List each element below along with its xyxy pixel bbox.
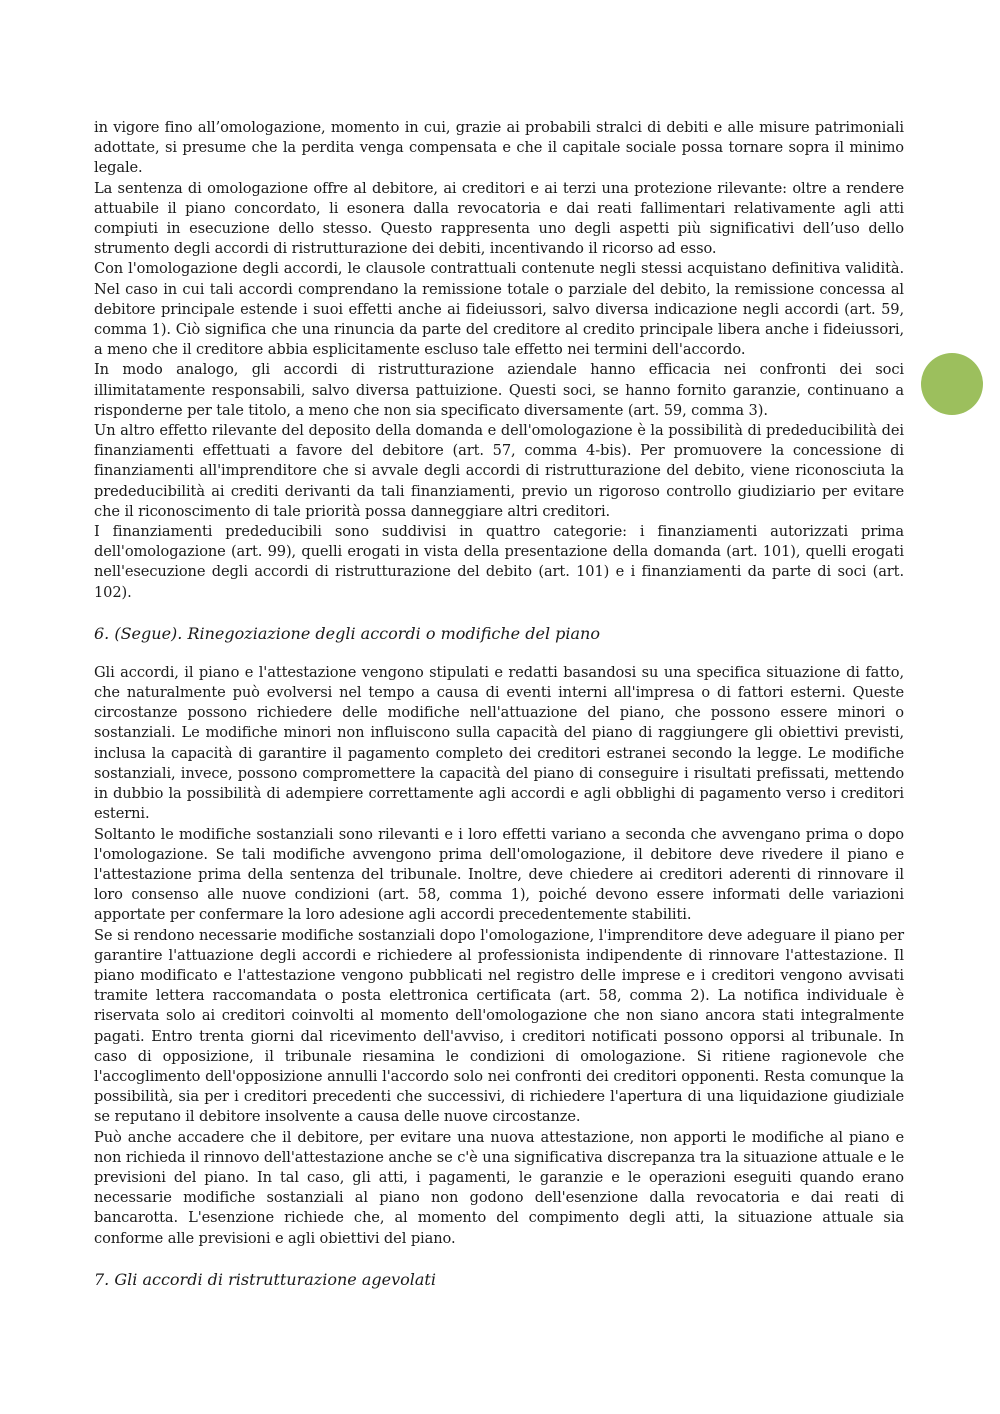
paragraph: Un altro effetto rilevante del deposito della domanda e dell'omologazione è la possibilità di prededucibilità dei finanziamenti effettuati a favore del debitore (art. 57, comma 4-bis). Per promuovere la concessione di finanziamenti all'imprenditore che si avvale degli accordi di ristrutturazione del debito, viene riconosciuta la prededucibilità ai crediti derivanti da tali finanziamenti, previo un rigoroso controllo giudiziario per evitare che il riconoscimento di tale priorità possa danneggiare altri creditori.	[94, 422, 904, 520]
paragraph: Con l'omologazione degli accordi, le clausole contrattuali contenute negli stessi acquistano definitiva validità. Nel caso in cui tali accordi comprendano la remissione totale o parziale del debito, la remissione concessa al debitore principale estende i suoi effetti anche ai fideiussori, salvo diversa indicazione negli accordi (art. 59, comma 1). Ciò significa che una rinuncia da parte del creditore al credito principale libera anche i fideiussori, a meno che il creditore abbia esplicitamente escluso tale effetto nei termini dell'accordo.	[94, 260, 904, 359]
paragraph: Può anche accadere che il debitore, per evitare una nuova attestazione, non apporti le modifiche al piano e non richieda il rinnovo dell'attestazione anche se c'è una significativa discrepanza tra la situazione attuale e le previsioni del piano. In tal caso, gli atti, i pagamenti, le garanzie e le operazioni eseguiti quando erano necessarie modifiche sostanziali al piano non godono dell'esenzione dalla revocatoria e dai reati di bancarotta. L'esenzione richiede che, al momento del compimento degli atti, la situazione attuale sia conforme alle previsioni e agli obiettivi del piano.	[94, 1128, 904, 1247]
page-tab-marker	[921, 353, 983, 415]
paragraph: Se si rendono necessarie modifiche sostanziali dopo l'omologazione, l'imprenditore deve adeguare il piano per garantire l'attuazione degli accordi e richiedere al professionista indipendente di rinnovare l'attestazione. Il piano modificato e l'attestazione vengono pubblicati nel registro delle imprese e i creditori vengono avvisati tramite lettera raccomandata o posta elettronica certificata (art. 58, comma 2). La notifica individuale è riservata solo ai creditori coinvolti al momento dell'omologazione che non siano ancora stati integralmente pagati. Entro trenta giorni dal ricevimento dell'avviso, i creditori notificati possono opporsi al tribunale. In caso di opposizione, il tribunale riesamina le condizioni di omologazione. Si ritiene ragionevole che l'accoglimento dell'opposizione annulli l'accordo solo nei confronti dei creditori opponenti. Resta comunque la possibilità, sia per i creditori precedenti che successivi, di richiedere l'apertura di una liquidazione giudiziale se reputano il debitore insolvente a causa delle nuove circostanze.	[94, 926, 904, 1126]
paragraph: In modo analogo, gli accordi di ristrutturazione aziendale hanno efficacia nei confronti dei soci illimitatamente responsabili, salvo diversa pattuizione. Questi soci, se hanno fornito garanzie, continuano a risponderne per tale titolo, a meno che non sia specificato diversamente (art. 59, comma 3).	[94, 361, 904, 419]
paragraph: I finanziamenti prededucibili sono suddivisi in quattro categorie: i finanziamenti autorizzati prima dell'omologazione (art. 99), quelli erogati in vista della presentazione della domanda (art. 101), quelli erogati nell'esecuzione degli accordi di ristrutturazione del debito (art. 101) e i finanziamenti da parte di soci (art. 102).	[94, 523, 904, 601]
document-page	[94, 118, 904, 1291]
section-heading-6: 6. (Segue). Rinegoziazione degli accordi o modifiche del piano	[94, 623, 600, 643]
paragraph: Gli accordi, il piano e l'attestazione vengono stipulati e redatti basandosi su una specifica situazione di fatto, che naturalmente può evolversi nel tempo a causa di eventi interni all'impresa o di fattori esterni. Queste circostanze possono richiedere delle modifiche nell'attuazione del piano, che possono essere minori o sostanziali. Le modifiche minori non influiscono sulla capacità del piano di raggiungere gli obiettivi previsti, inclusa la capacità di garantire il pagamento completo dei creditori estranei secondo la legge. Le modifiche sostanziali, invece, possono compromettere la capacità del piano di conseguire i risultati prefissati, mettendo in dubbio la possibilità di adempiere correttamente agli accordi e agli obblighi di pagamento verso i creditori esterni.	[94, 663, 904, 823]
paragraph: La sentenza di omologazione offre al debitore, ai creditori e ai terzi una protezione rilevante: oltre a rendere attuabile il piano concordato, li esonera dalla revocatoria e dai reati fallimentari relativamente agli atti compiuti in esecuzione dello stesso. Questo rappresenta uno degli aspetti più significativi dell’uso dello strumento degli accordi di ristrutturazione dei debiti, incentivando il ricorso ad esso.	[94, 179, 904, 258]
paragraph: in vigore fino all’omologazione, momento in cui, grazie ai probabili stralci di debiti e alle misure patrimoniali adottate, si presume che la perdita venga compensata e che il capitale sociale possa tornare sopra il minimo legale.	[94, 119, 904, 177]
section-heading-7: 7. Gli accordi di ristrutturazione agevolati	[94, 1269, 436, 1289]
paragraph: Soltanto le modifiche sostanziali sono rilevanti e i loro effetti variano a seconda che avvengano prima o dopo l'omologazione. Se tali modifiche avvengono prima dell'omologazione, il debitore deve rivedere il piano e l'attestazione prima della sentenza del tribunale. Inoltre, deve chiedere ai creditori aderenti di rinnovare il loro consenso alle nuove condizioni (art. 58, comma 1), poiché devono essere informati delle variazioni apportate per confermare la loro adesione agli accordi precedentemente stabiliti.	[94, 825, 904, 924]
